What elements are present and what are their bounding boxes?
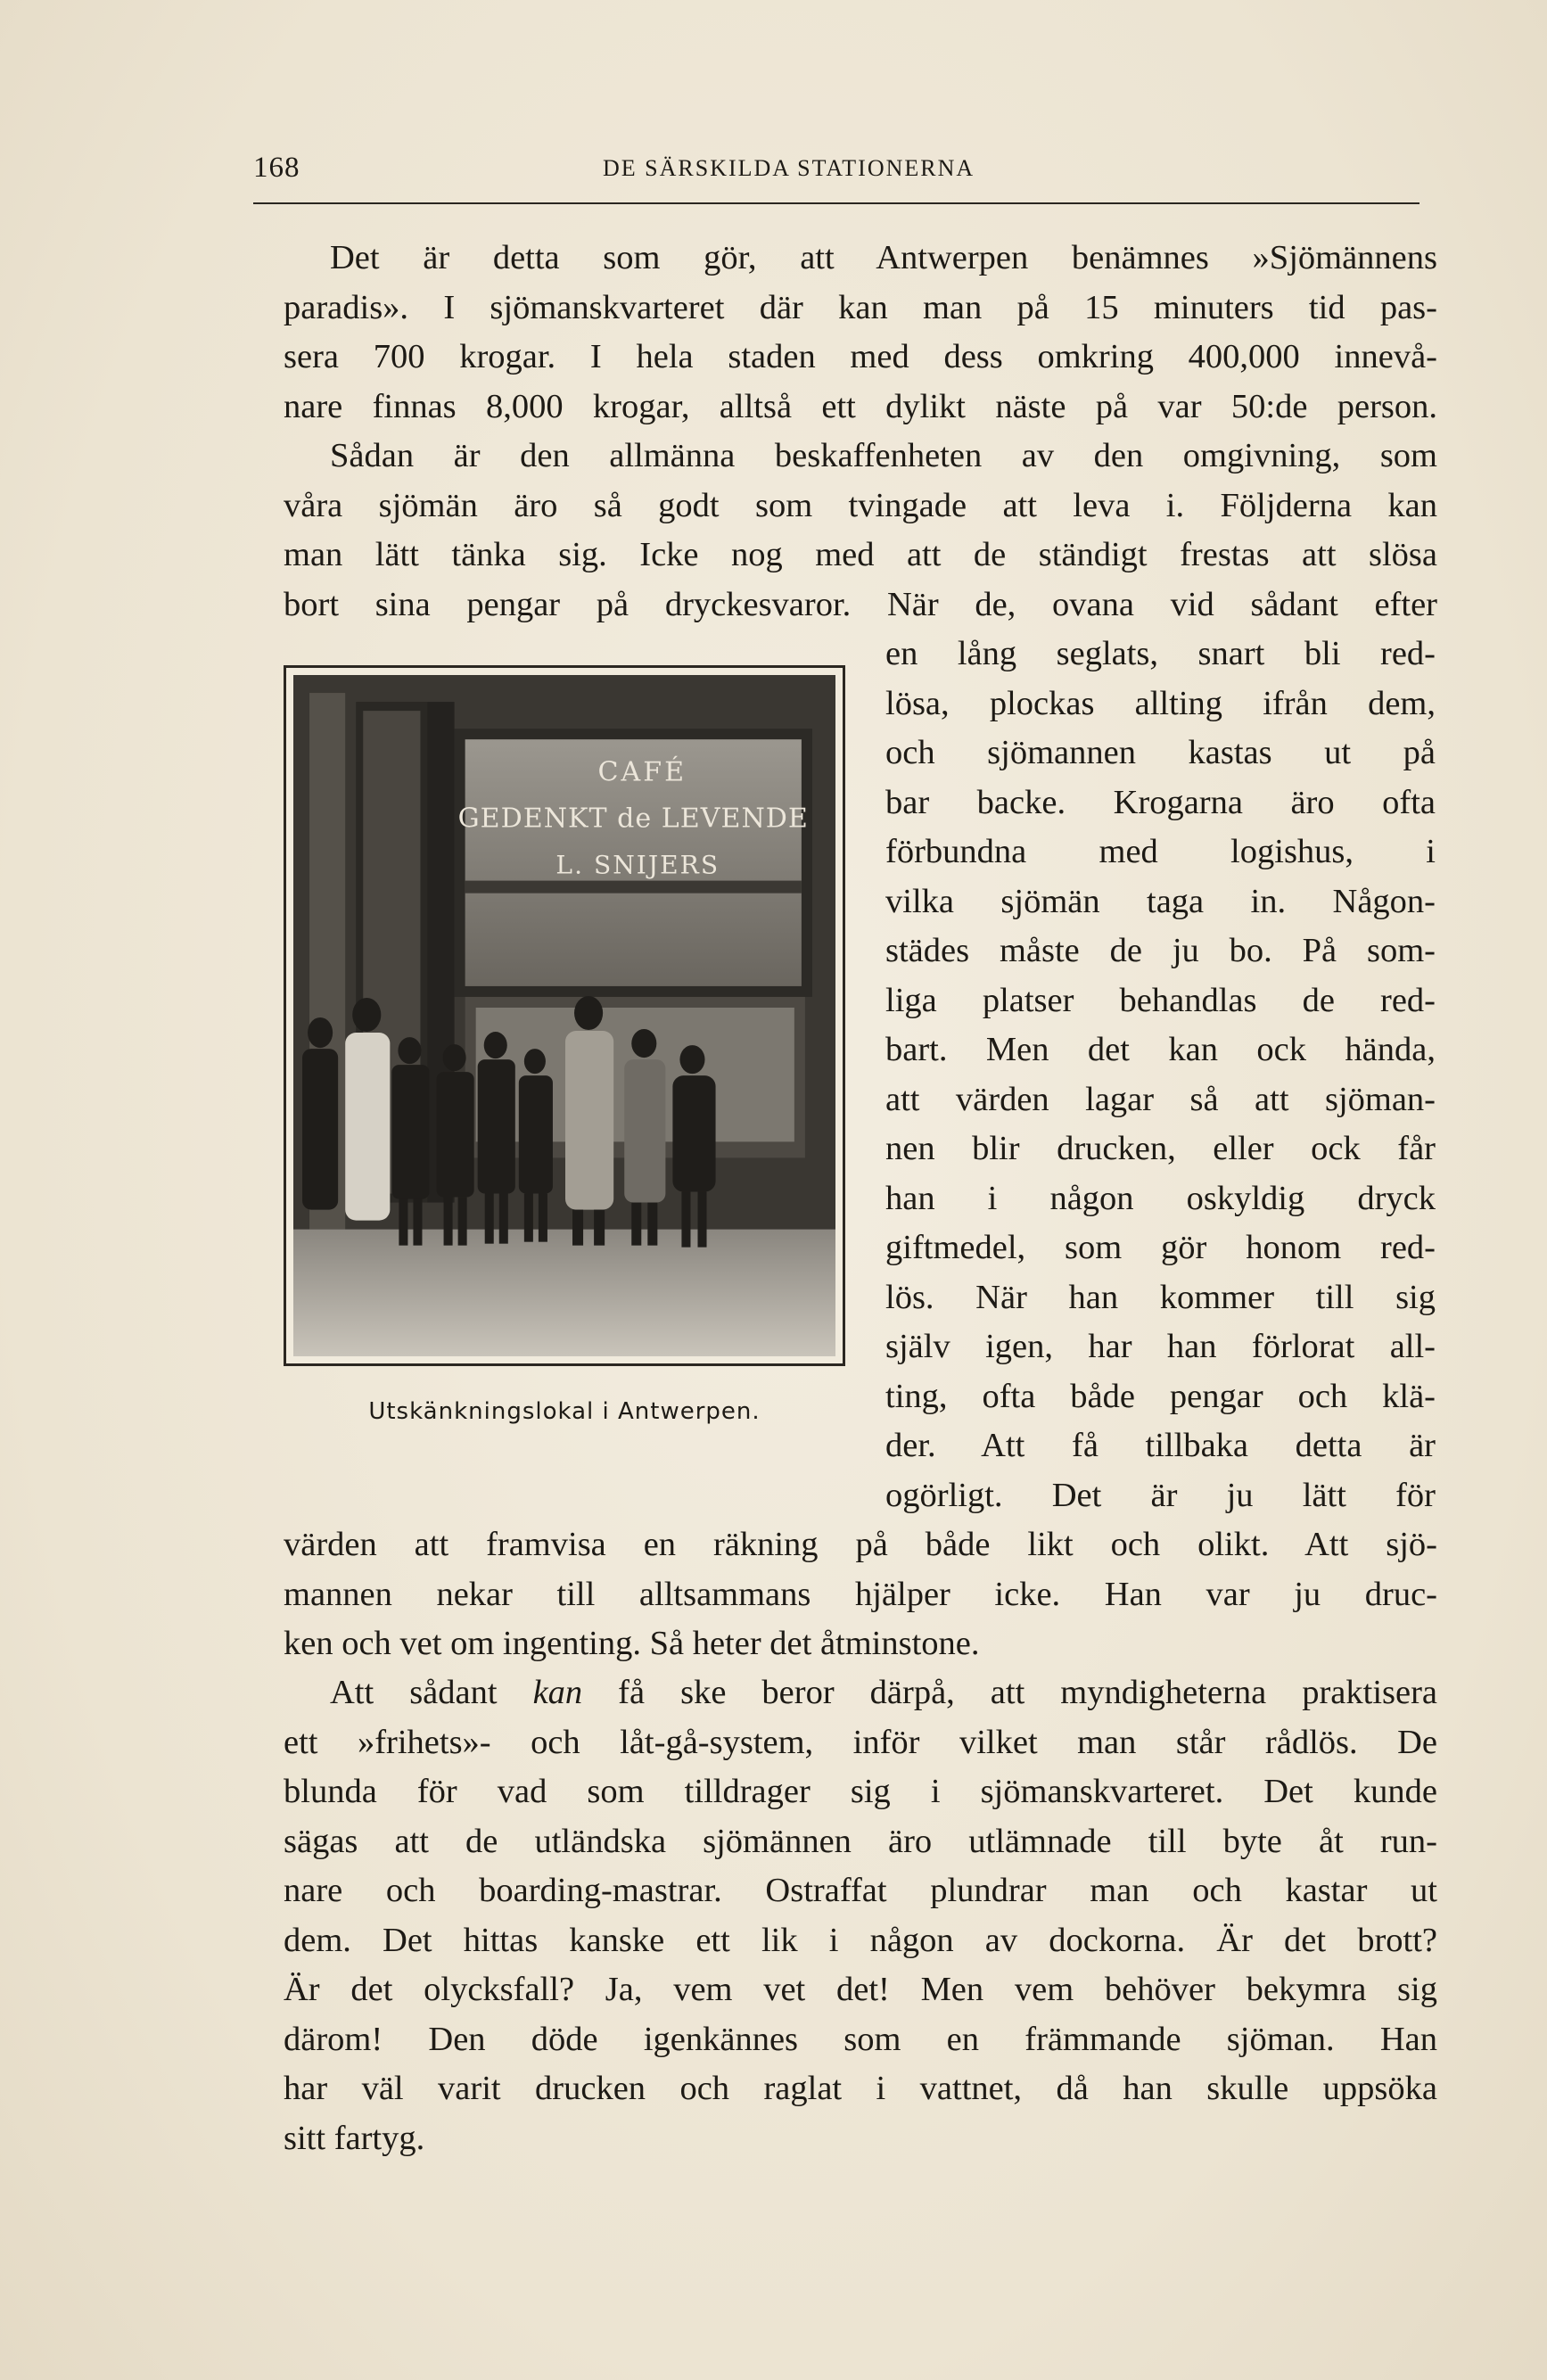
- text-line: nare finnas 8,000 krogar, alltså ett dylikt näste på var 50:de person.: [284, 387, 1437, 425]
- text-line: har väl varit drucken och raglat i vattnet, då han skulle uppsöka: [284, 2070, 1437, 2107]
- text-line: ken och vet om ingenting. Så heter det åtminstone.: [284, 1625, 980, 1662]
- page-header: [253, 152, 1419, 196]
- text-line: sera 700 krogar. I hela staden med dess omkring 400,000 innevå-: [284, 338, 1437, 375]
- photograph-frame: [284, 665, 845, 1366]
- text-line: sägas att de utländska sjömännen äro utlämnade till byte åt run-: [284, 1822, 1437, 1860]
- text-line: förbundna med logishus, i: [885, 833, 1436, 870]
- text-line: paradis». I sjömanskvarteret där kan man på 15 minuters tid pas-: [284, 288, 1437, 326]
- text-line: värden att framvisa en räkning på både likt och olikt. Att sjö-: [284, 1526, 1437, 1563]
- paragraph-1-end-lines: [284, 1520, 1437, 1669]
- header-rule: [253, 202, 1419, 204]
- text-line: lösa, plockas allting ifrån dem,: [885, 684, 1436, 722]
- text-line: Det är detta som gör, att Antwerpen benämnes »Sjömännens: [330, 239, 1437, 276]
- text-line: der. Att få tillbaka detta är: [885, 1427, 1436, 1464]
- text-line: giftmedel, som gör honom red-: [885, 1229, 1436, 1266]
- running-title: DE SÄRSKILDA STATIONERNA: [603, 155, 975, 181]
- text-line: att värden lagar så att sjöman-: [885, 1080, 1436, 1118]
- emphasized-word: kan: [532, 1674, 583, 1711]
- text-line: ogörligt. Det är ju lätt för: [885, 1476, 1436, 1514]
- text-line: nen blir drucken, eller ock får: [885, 1130, 1436, 1167]
- photo-caption: Utskänkningslokal i Antwerpen.: [368, 1398, 761, 1425]
- text-line: och sjömannen kastas ut på: [885, 734, 1436, 771]
- text-line: bar backe. Krogarna äro ofta: [885, 783, 1436, 821]
- text-line: själv igen, har han förlorat all-: [885, 1328, 1436, 1365]
- text-line: dem. Det hittas kanske ett lik i någon av dockorna. Är det brott?: [284, 1921, 1437, 1959]
- text-line: bart. Men det kan ock hända,: [885, 1031, 1436, 1068]
- sign-text-gedenkt: GEDENKT de LEVENDE: [457, 803, 809, 835]
- text-line: städes måste de ju bo. På som-: [885, 932, 1436, 969]
- text-line: mannen nekar till alltsammans hjälper icke. Han var ju druc-: [284, 1575, 1437, 1613]
- text-line: en lång seglats, snart bli red-: [885, 635, 1436, 672]
- text-line: lös. När han kommer till sig: [885, 1278, 1436, 1316]
- text-line: sitt fartyg.: [284, 2119, 425, 2157]
- page-number: 168: [253, 152, 300, 184]
- text-line: man lätt tänka sig. Icke nog med att de ständigt frestas att slösa: [284, 536, 1437, 573]
- text-line: ting, ofta både pengar och klä-: [885, 1377, 1436, 1415]
- text-fragment: Att sådant: [330, 1674, 533, 1711]
- text-fragment: få ske beror därpå, att myndigheterna praktisera: [582, 1674, 1437, 1711]
- text-line: liga platser behandlas de red-: [885, 981, 1436, 1019]
- text-line: Är det olycksfall? Ja, vem vet det! Men vem behöver bekymra sig: [284, 1971, 1437, 2008]
- sign-text-snijers: L. SNIJERS: [555, 850, 720, 880]
- paragraph-2: [284, 1668, 1437, 2163]
- paragraph-1-side-lines: [885, 630, 1436, 1520]
- text-line: Sådan är den allmänna beskaffenheten av den omgivning, som: [330, 437, 1437, 474]
- text-line: nare och boarding-mastrar. Ostraffat plundrar man och kastar ut: [284, 1872, 1437, 1909]
- sign-text-cafe: CAFÉ: [597, 756, 687, 788]
- cafe-photograph: [293, 675, 835, 1356]
- paragraph-1-full-lines: [284, 234, 1437, 630]
- text-line: [284, 1668, 1437, 1718]
- text-line: blunda för vad som tilldrager sig i sjömanskvarteret. Det kunde: [284, 1773, 1437, 1810]
- text-line: han i någon oskyldig dryck: [885, 1179, 1436, 1217]
- text-line: bort sina pengar på dryckesvaror. När de, ovana vid sådant efter: [284, 585, 1437, 623]
- text-line: därom! Den döde igenkännes som en främmande sjöman. Han: [284, 2020, 1437, 2058]
- text-line: våra sjömän äro så godt som tvingade att leva i. Följderna kan: [284, 486, 1437, 524]
- text-line: ett »frihets»- och låt-gå-system, inför vilket man står rådlös. De: [284, 1723, 1437, 1761]
- text-line: vilka sjömän taga in. Någon-: [885, 882, 1436, 920]
